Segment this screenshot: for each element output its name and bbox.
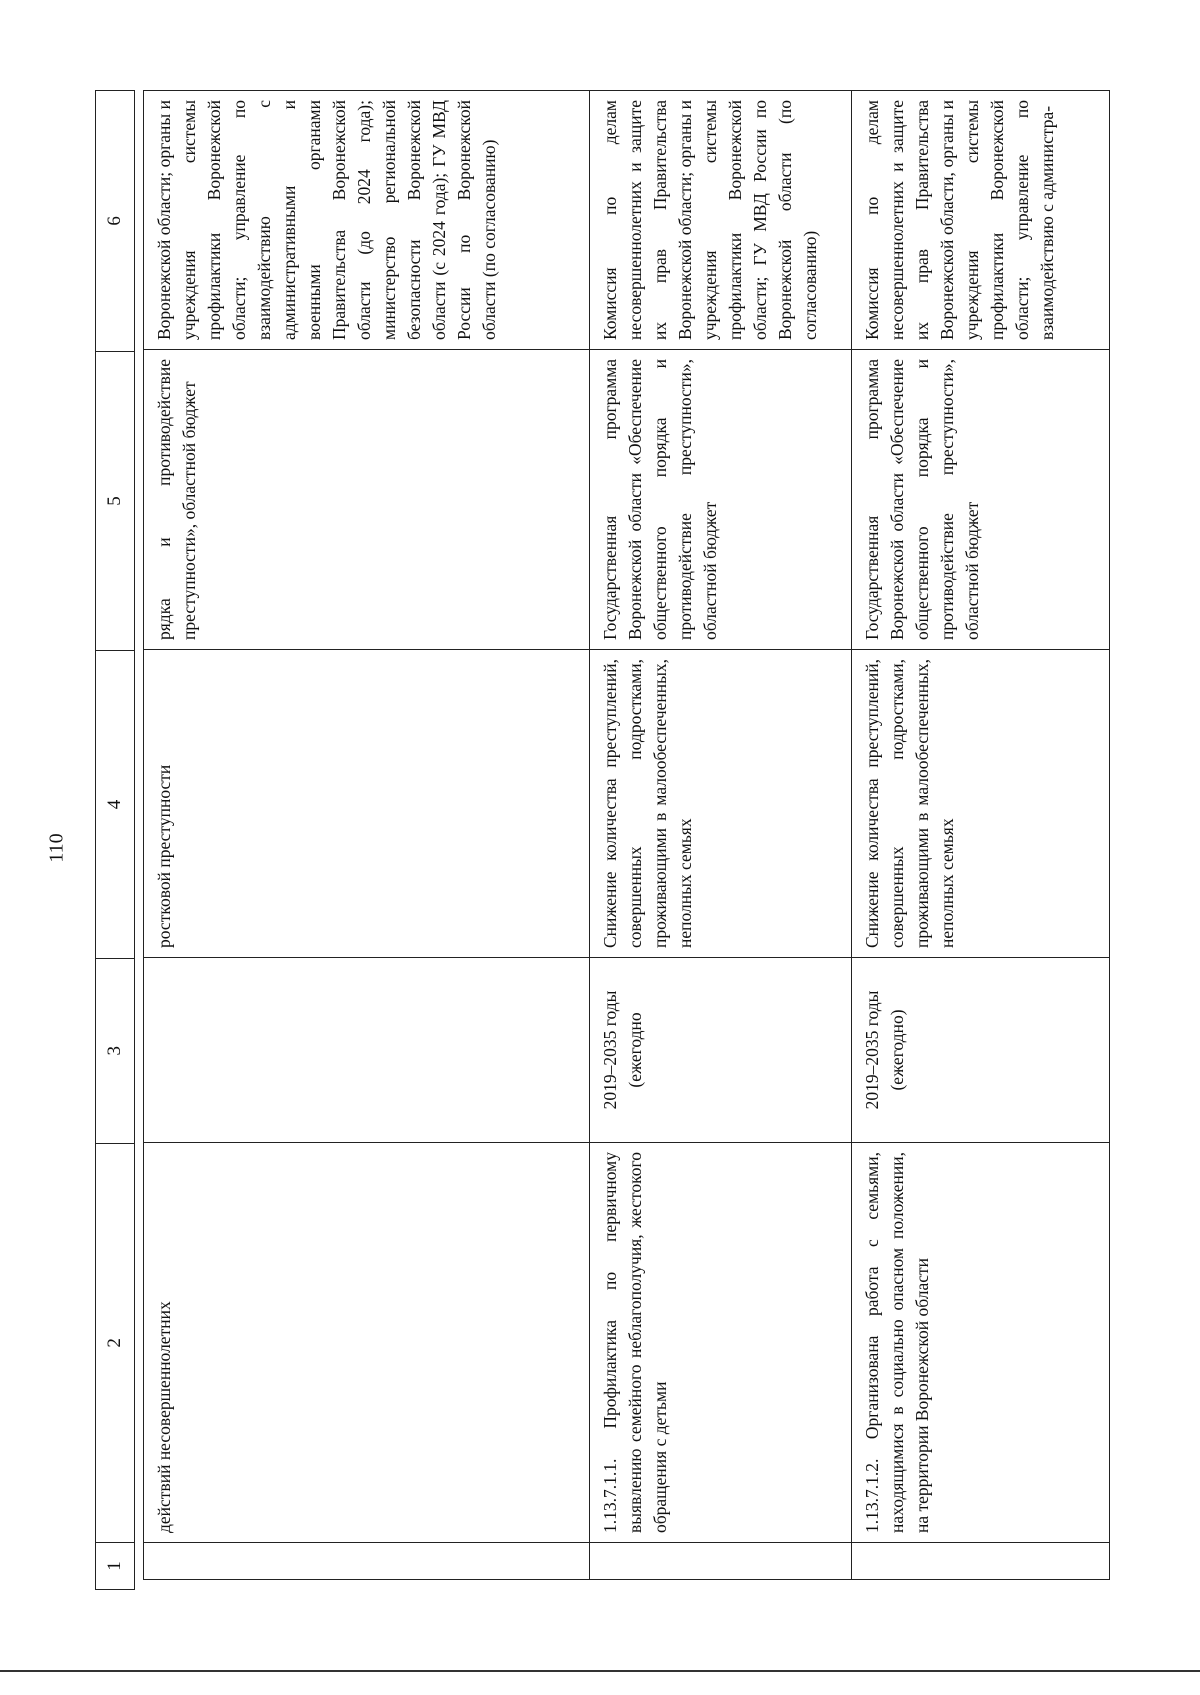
cell-col1 [144, 1542, 589, 1579]
cell-col6: Комиссия по делам несовершеннолетних и защите их прав Правительства Воронежской области; органы и учреждения системы профилактики Воронежской области; ГУ МВД России по Воронежской области (по согласованию) [600, 100, 820, 340]
cell-col3 [144, 957, 589, 1142]
cell-col4: Снижение количества преступлений, совершенных подростками, проживающими в малообеспеченных, неполных семьях [590, 649, 851, 957]
cell-col5: Государственная программа Воронежской области «Обеспечение общественного порядка и противодействие преступности», областной бюджет [852, 349, 1109, 649]
cell-col1 [590, 1542, 851, 1579]
cell-col2: 1.13.7.1.2. Организована работа с семьями, находящимися в социально опасном положении, на территории Воронежской области [852, 1142, 1109, 1542]
table-body [143, 90, 1110, 1580]
table-row [852, 91, 1109, 1579]
table-header [95, 90, 135, 1590]
table-row [144, 91, 590, 1579]
bottom-rule [0, 1670, 1200, 1672]
cell-col3: 2019–2035 годы (ежегодно [590, 957, 851, 1142]
cell-col3: 2019–2035 годы (ежегодно) [852, 957, 1109, 1142]
cell-col4: ростковой преступности [144, 649, 589, 957]
header-cell-1: 1 [96, 1542, 134, 1589]
header-cell-4: 4 [96, 650, 134, 958]
page-number: 110 [45, 833, 68, 863]
cell-col6: Комиссия по делам несовершеннолетних и защите их прав Правительства Воронежской области, органы и учреждения системы профилактики Воронежской области; управление по взаимодействию с администра- [862, 100, 1057, 340]
cell-col6: Воронежской области; органы и учреждения системы профилактики Воронежской области; управление по взаимодействию с административными и военными органами Правительства Воронежской области (до 2024 года); министерство региональной безопасности Воронежской области (с 2024 года); ГУ МВД России по Воронежской области (по согласованию) [154, 100, 499, 340]
header-cell-6: 6 [104, 216, 125, 226]
cell-col4: Снижение количества преступлений, совершенных подростками, проживающими в малообеспеченных, неполных семьях [852, 649, 1109, 957]
cell-col5: рядка и противодействие преступности», областной бюджет [144, 349, 589, 649]
header-cell-3: 3 [96, 958, 134, 1143]
header-cell-5: 5 [96, 351, 134, 651]
table-row [590, 91, 852, 1579]
cell-col2: 1.13.7.1.1. Профилактика по первичному выявлению семейного неблагополучия, жестокого обращения с детьми [590, 1142, 851, 1542]
cell-col1 [852, 1542, 1109, 1579]
cell-col5: Государственная программа Воронежской области «Обеспечение общественного порядка и противодействие преступности», областной бюджет [590, 349, 851, 649]
rotated-table [95, 90, 1110, 1590]
header-cell-2: 2 [96, 1143, 134, 1542]
cell-col2: действий несовершеннолетних [144, 1142, 589, 1542]
